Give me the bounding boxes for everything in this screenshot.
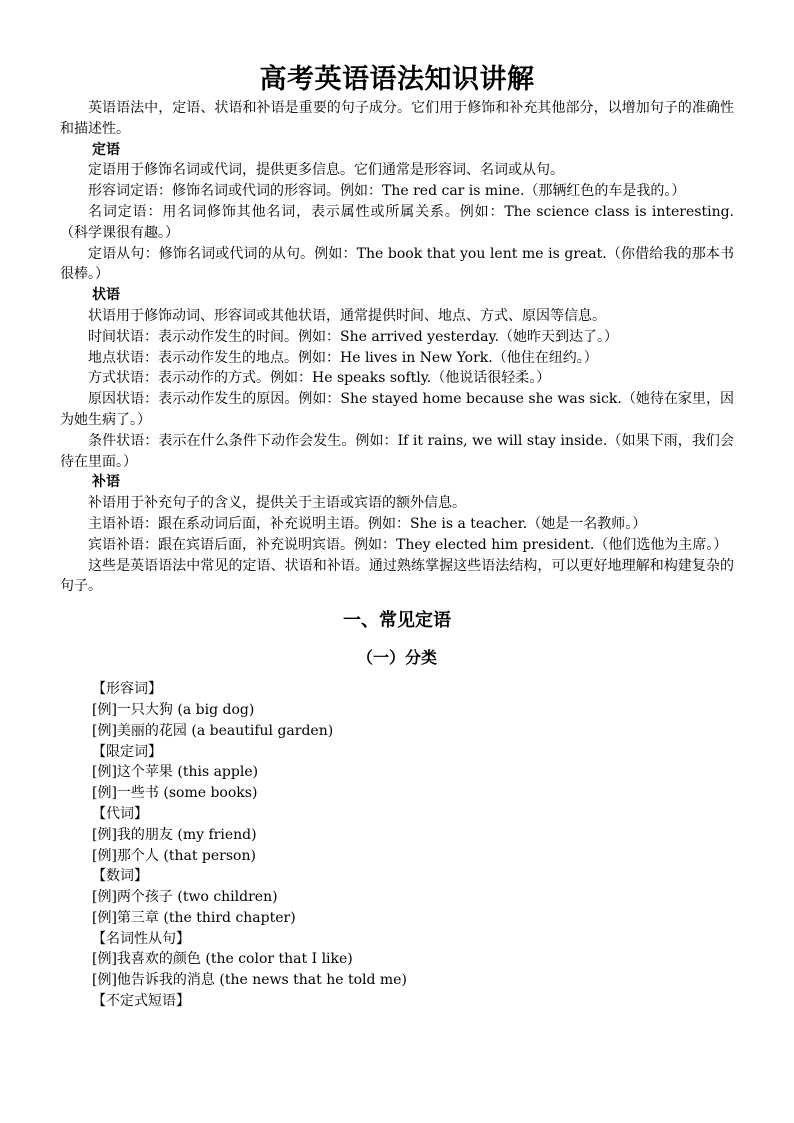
list-item: 【名词性从句】 [92, 930, 190, 947]
adjective-attributive: 形容词定语：修饰名词或代词的形容词。例如：The red car is mine.（那辆红色的车是我的。） [88, 183, 686, 200]
reason-adverbial: 原因状语：表示动作发生的原因。例如：She stayed home because she was sick.（她待在家里，因为她生病了。） [60, 391, 734, 428]
list-item: [例]我的朋友 (my friend) [92, 826, 257, 843]
list-item: 【不定式短语】 [92, 993, 190, 1010]
category-list [60, 679, 734, 1012]
summary-paragraph: 这些是英语语法中常见的定语、状语和补语。通过熟练掌握这些语法结构，可以更好地理解和构建复杂的句子。 [60, 557, 734, 595]
intro-paragraph: 英语语法中，定语、状语和补语是重要的句子成分。它们用于修饰和补充其他部分，以增加句子的准确性和描述性。 [60, 100, 734, 137]
subsection-heading: （一）分类 [356, 648, 437, 668]
condition-adverbial: 条件状语：表示在什么条件下动作会发生。例如：If it rains, we will stay inside.（如果下雨，我们会待在里面。） [60, 432, 734, 470]
list-item: [例]那个人 (that person) [92, 847, 256, 864]
list-item: [例]这个苹果 (this apple) [92, 764, 259, 781]
list-item: 【数词】 [92, 868, 148, 885]
object-complement: 宾语补语：跟在宾语后面，补充说明宾语。例如：They elected him president.（他们选他为主席。） [88, 536, 728, 553]
list-item: [例]两个孩子 (two children) [92, 889, 278, 906]
page-title: 高考英语语法知识讲解 [259, 64, 535, 95]
complement-definition: 补语用于补充句子的含义，提供关于主语或宾语的额外信息。 [88, 495, 466, 512]
complement-heading: 补语 [92, 474, 120, 491]
adverbial-definition: 状语用于修饰动词、形容词或其他状语，通常提供时间、地点、方式、原因等信息。 [88, 307, 606, 324]
noun-attributive: 名词定语：用名词修饰其他名词，表示属性或所属关系。例如：The science class is interesting.（科学课很有趣。） [60, 203, 734, 241]
list-item: [例]一些书 (some books) [92, 785, 258, 802]
attributive-clause: 定语从句：修饰名词或代词的从句。例如：The book that you lent me is great.（你借给我的那本书很棒。） [60, 245, 734, 283]
attributive-heading: 定语 [92, 141, 120, 158]
list-item: [例]我喜欢的颜色 (the color that I like) [92, 951, 353, 968]
list-item: [例]一只大狗 (a big dog) [92, 701, 255, 718]
document-page [60, 62, 734, 1012]
list-item: [例]他告诉我的消息 (the news that he told me) [92, 972, 407, 989]
list-item: [例]第三章 (the third chapter) [92, 909, 296, 926]
subject-complement: 主语补语：跟在系动词后面，补充说明主语。例如：She is a teacher.（她是一名教师。） [88, 515, 647, 532]
list-item: 【限定词】 [92, 743, 162, 760]
time-adverbial: 时间状语：表示动作发生的时间。例如：She arrived yesterday.（她昨天到达了。） [88, 328, 618, 345]
manner-adverbial: 方式状语：表示动作的方式。例如：He speaks softly.（他说话很轻柔。） [88, 370, 551, 387]
list-item: 【形容词】 [92, 681, 162, 698]
list-item: [例]美丽的花园 (a beautiful garden) [92, 722, 334, 739]
list-item: 【代词】 [92, 805, 148, 822]
place-adverbial: 地点状语：表示动作发生的地点。例如：He lives in New York.（他住在纽约。） [88, 349, 598, 366]
adverbial-heading: 状语 [92, 287, 120, 304]
section-heading: 一、常见定语 [343, 610, 451, 632]
attributive-definition: 定语用于修饰名词或代词，提供更多信息。它们通常是形容词、名词或从句。 [88, 162, 564, 179]
